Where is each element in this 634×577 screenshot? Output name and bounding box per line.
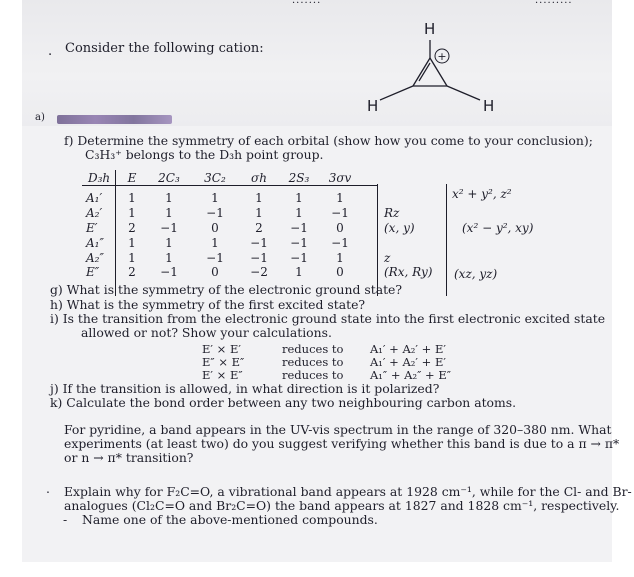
- char-cell: 2: [128, 221, 136, 235]
- part-marker: a): [35, 112, 45, 123]
- top-page-strip: [22, 0, 612, 128]
- atom-h-top: H: [424, 20, 436, 38]
- table-irrep-rule: [115, 170, 116, 296]
- char-cell: 1: [165, 191, 173, 205]
- char-cell: −1: [290, 236, 308, 250]
- char-cell: 1: [255, 206, 263, 220]
- question-h: h) What is the symmetry of the first excited state?: [50, 297, 366, 312]
- table-header-2c3: 2C₃: [158, 171, 180, 185]
- char-cell: 1: [128, 206, 136, 220]
- char-cell: 1: [295, 206, 303, 220]
- irrep-epp: E″: [86, 265, 100, 279]
- table-header-e: E: [127, 171, 137, 185]
- char-cell: 1: [165, 251, 173, 265]
- header-dots-left: ·······: [292, 0, 322, 9]
- char-cell: 1: [211, 236, 219, 250]
- irrep-a2pp: A₂″: [86, 251, 104, 265]
- header-dots-right: ·········: [535, 0, 573, 9]
- question-f-line2: C₃H₃⁺ belongs to the D₃h point group.: [85, 147, 324, 162]
- carbonyl-bullet: .: [46, 481, 50, 496]
- linear-ep: (x, y): [384, 221, 415, 235]
- char-cell: −1: [160, 221, 178, 235]
- char-cell: −1: [206, 251, 224, 265]
- table-header-2s3: 2S₃: [288, 171, 310, 185]
- table-header-3c2: 3C₂: [204, 171, 226, 185]
- char-cell: −1: [160, 265, 178, 279]
- char-cell: −1: [250, 236, 268, 250]
- charge-sign: +: [437, 50, 447, 63]
- carbonyl-line2: analogues (Cl₂C=O and Br₂C=O) the band appears at 1827 and 1828 cm⁻¹, respectively.: [64, 498, 620, 513]
- reduces-2: reduces to: [282, 355, 344, 369]
- table-header-group: D₃h: [88, 171, 111, 185]
- bond-right-h: [447, 86, 480, 100]
- linear-a2pp: z: [384, 251, 391, 265]
- char-cell: 0: [336, 265, 344, 279]
- result-3: A₁″ + A₂″ + E″: [370, 368, 452, 382]
- atom-h-right: H: [483, 97, 495, 115]
- char-cell: −2: [250, 265, 268, 279]
- reduces-1: reduces to: [282, 342, 344, 356]
- quadratic-ep: (x² − y², xy): [462, 221, 534, 235]
- product-3: E′ × E″: [202, 368, 243, 382]
- product-2: E″ × E″: [202, 355, 245, 369]
- question-i-line2: allowed or not? Show your calculations.: [81, 325, 332, 340]
- product-1: E′ × E′: [202, 342, 241, 356]
- char-cell: 0: [336, 221, 344, 235]
- char-cell: −1: [290, 221, 308, 235]
- atom-h-left: H: [367, 97, 379, 115]
- question-k: k) Calculate the bond order between any two neighbouring carbon atoms.: [50, 395, 517, 410]
- pyridine-line3: or n → π* transition?: [64, 450, 194, 465]
- irrep-a1p: A₁′: [86, 191, 103, 205]
- table-quadratic-rule: [446, 184, 447, 296]
- highlighted-redaction: [57, 115, 172, 124]
- table-header-sigma-h: σh: [251, 171, 267, 185]
- char-cell: 1: [295, 265, 303, 279]
- char-cell: 1: [128, 191, 136, 205]
- bond-left-h: [380, 86, 413, 100]
- linear-a2p: Rz: [384, 206, 400, 220]
- bond-ring-double: [419, 63, 430, 81]
- char-cell: 1: [295, 191, 303, 205]
- bond-ring-left: [413, 58, 430, 86]
- result-1: A₁′ + A₂′ + E′: [370, 342, 446, 356]
- carbonyl-line3: Name one of the above-mentioned compounds.: [82, 512, 378, 527]
- char-cell: 0: [211, 221, 219, 235]
- intro-bullet: .: [48, 44, 53, 59]
- char-cell: −1: [331, 236, 349, 250]
- char-cell: −1: [290, 251, 308, 265]
- char-cell: 1: [165, 206, 173, 220]
- quadratic-a1p: x² + y², z²: [452, 187, 512, 201]
- pyridine-line1: For pyridine, a band appears in the UV-vis spectrum in the range of 320–380 nm. What: [64, 422, 612, 437]
- reduces-3: reduces to: [282, 368, 344, 382]
- irrep-a2p: A₂′: [86, 206, 103, 220]
- char-cell: 1: [336, 251, 344, 265]
- table-linear-rule: [377, 184, 378, 296]
- char-cell: 1: [165, 236, 173, 250]
- char-cell: 1: [255, 191, 263, 205]
- document-page: [22, 126, 632, 562]
- irrep-ep: E′: [86, 221, 98, 235]
- pyridine-line2: experiments (at least two) do you suggest verifying whether this band is due to a π → π*: [64, 436, 620, 451]
- char-cell: −1: [250, 251, 268, 265]
- intro-text: Consider the following cation:: [65, 41, 264, 56]
- char-cell: 1: [128, 236, 136, 250]
- char-cell: 1: [211, 191, 219, 205]
- linear-epp: (Rx, Ry): [384, 265, 433, 279]
- result-2: A₁′ + A₂′ + E′: [370, 355, 446, 369]
- table-header-3sigma-v: 3σv: [328, 171, 352, 185]
- question-j: j) If the transition is allowed, in what direction is it polarized?: [50, 381, 440, 396]
- carbonyl-bullet2: -: [63, 512, 68, 527]
- quadratic-epp: (xz, yz): [454, 267, 498, 281]
- char-cell: 1: [128, 251, 136, 265]
- char-cell: −1: [206, 206, 224, 220]
- char-cell: 1: [336, 191, 344, 205]
- char-cell: −1: [331, 206, 349, 220]
- question-i-line1: i) Is the transition from the electronic ground state into the first electronic excited state: [50, 311, 606, 326]
- question-g: g) What is the symmetry of the electronic ground state?: [50, 282, 403, 297]
- carbonyl-line1: Explain why for F₂C=O, a vibrational band appears at 1928 cm⁻¹, while for the Cl- and Br-: [64, 484, 632, 499]
- question-f-line1: f) Determine the symmetry of each orbital (show how you come to your conclusion);: [64, 133, 593, 148]
- irrep-a1pp: A₁″: [86, 236, 104, 250]
- table-header-rule: [82, 185, 378, 186]
- char-cell: 0: [211, 265, 219, 279]
- char-cell: 2: [128, 265, 136, 279]
- char-cell: 2: [255, 221, 263, 235]
